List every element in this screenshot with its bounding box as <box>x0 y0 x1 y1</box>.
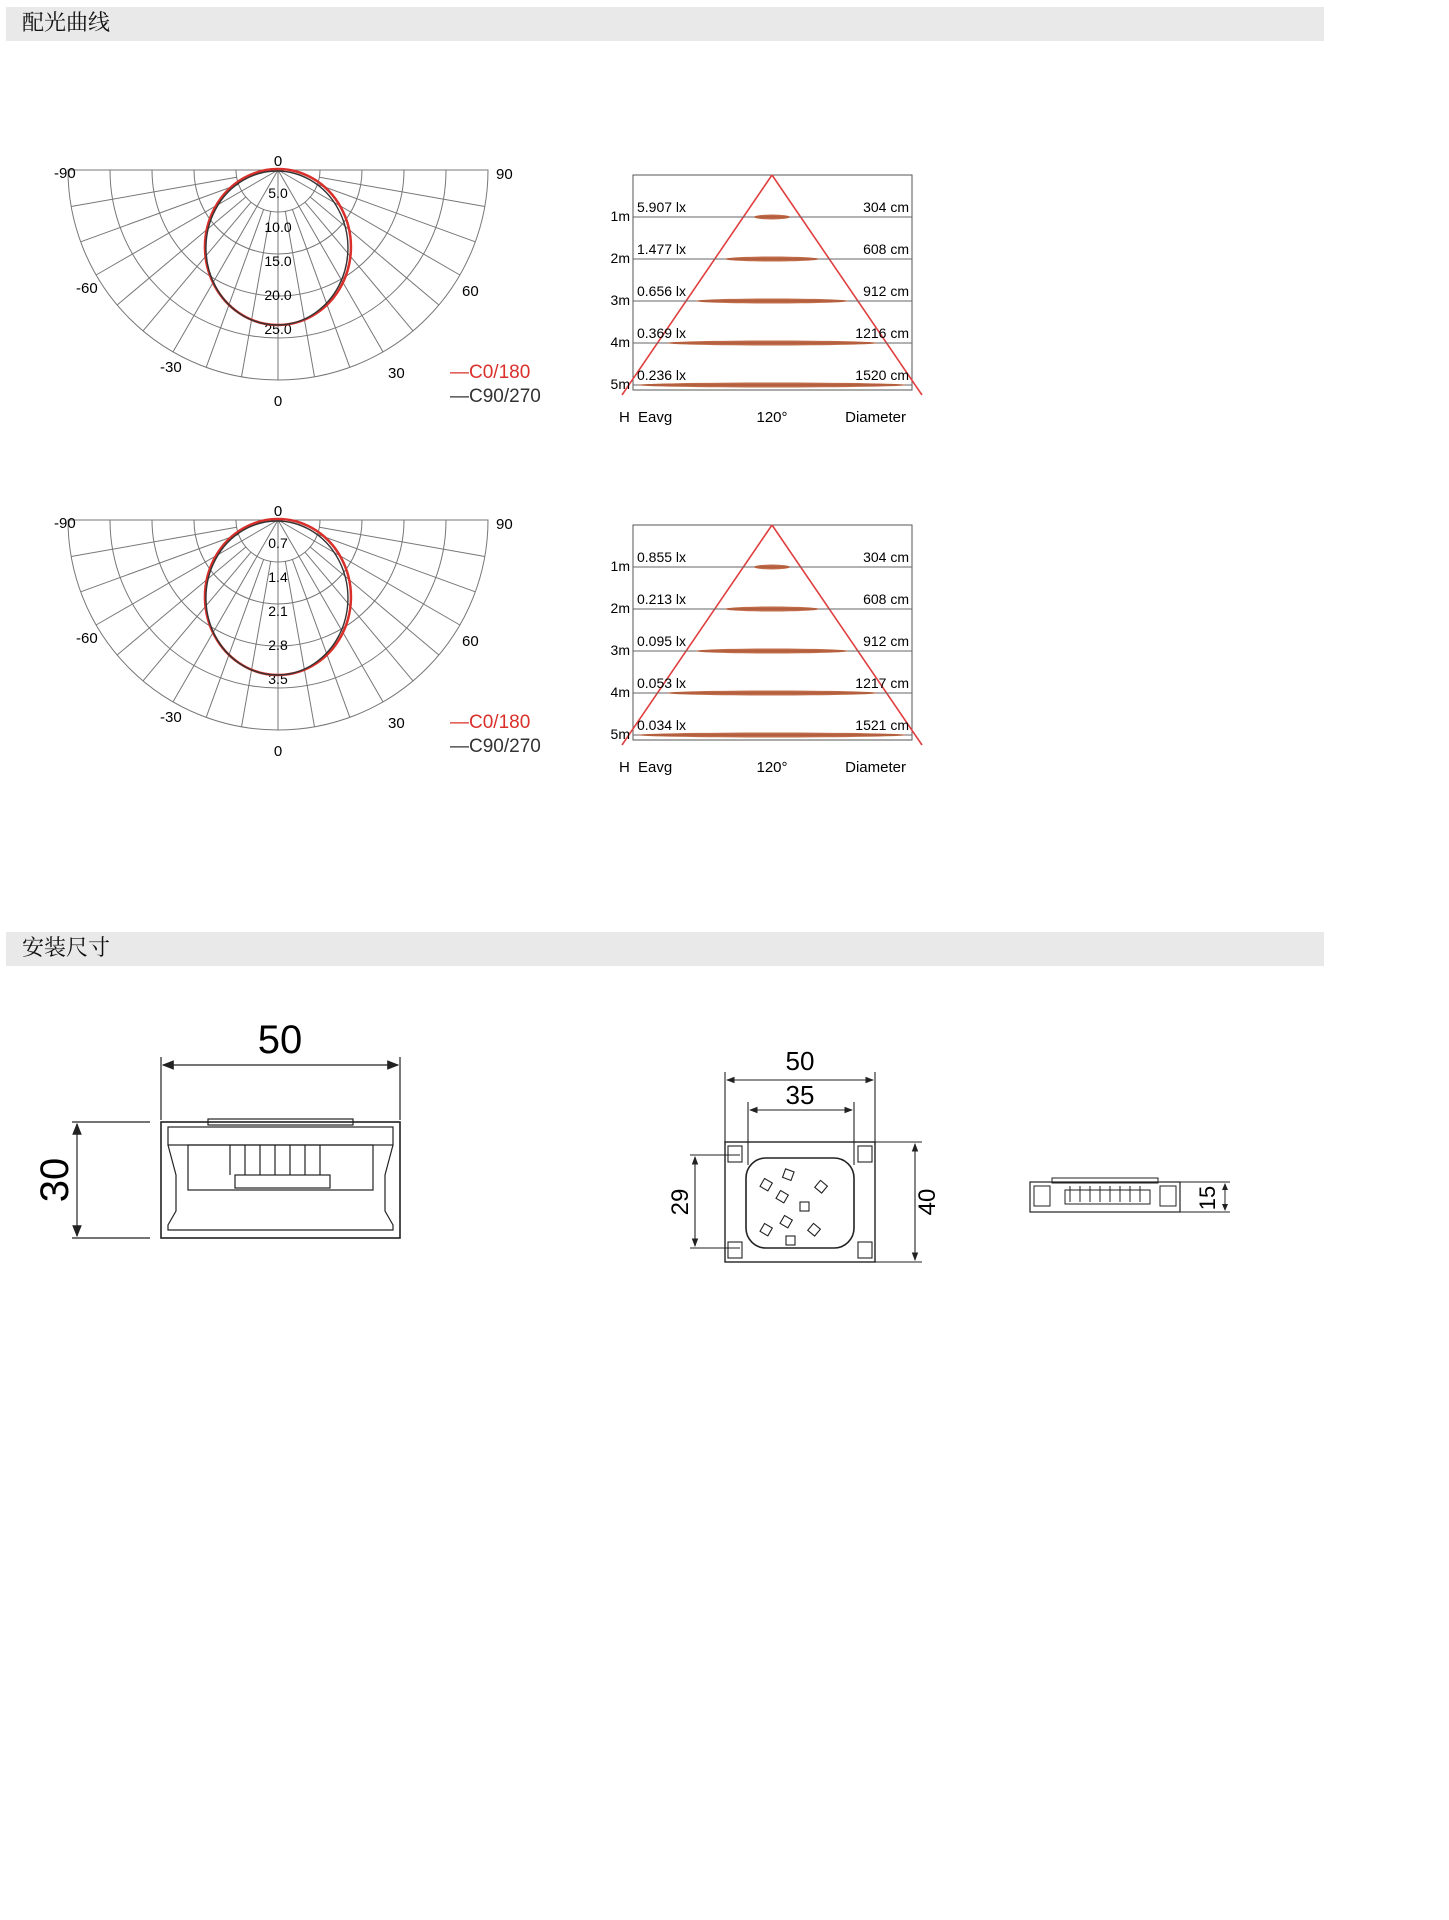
angle-label-top-center: 0 <box>273 503 283 520</box>
angle-label-mid-right: 60 <box>462 633 479 650</box>
footer-angle-label: 120° <box>756 759 788 776</box>
ring-value-label: 5.0 <box>268 185 288 201</box>
lux-label: 0.095 lx <box>637 633 687 649</box>
lux-label: 0.213 lx <box>637 591 687 607</box>
ring-value-label: 3.5 <box>268 671 288 687</box>
angle-label-top-right: 90 <box>496 516 513 533</box>
diameter-label: 304 cm <box>863 549 909 565</box>
footer-eavg-label: Eavg <box>638 409 673 426</box>
illuminance-band <box>638 733 906 738</box>
lux-label: 0.369 lx <box>637 325 687 341</box>
diameter-label: 1521 cm <box>855 717 909 733</box>
lux-label: 0.656 lx <box>637 283 687 299</box>
illuminance-band <box>696 299 848 304</box>
angle-label-low-right: 30 <box>388 365 405 382</box>
profile-height-label: 30 <box>33 1157 77 1203</box>
illuminance-band <box>754 215 790 220</box>
section-title: 安装尺寸 <box>22 936 111 961</box>
legend-c0-180: —C0/180 <box>450 712 531 733</box>
illuminance-cone-chart-1 <box>600 165 1000 425</box>
top-view-dimension-drawing <box>660 1030 960 1270</box>
diameter-label: 304 cm <box>863 199 909 215</box>
profile-dimension-drawing <box>30 1015 450 1255</box>
ring-value-label: 0.7 <box>268 535 288 551</box>
polar-grid <box>68 520 488 730</box>
diameter-label: 608 cm <box>863 241 909 257</box>
ring-value-label: 25.0 <box>264 321 292 337</box>
angle-label-low-right: 30 <box>388 715 405 732</box>
legend-c90-270: —C90/270 <box>450 736 541 757</box>
illuminance-band <box>638 383 906 388</box>
legend-c0-180: —C0/180 <box>450 362 531 383</box>
footer-diameter-label: Diameter <box>845 759 906 776</box>
lux-label: 0.855 lx <box>637 549 687 565</box>
illuminance-band <box>725 257 819 262</box>
angle-label-top-left: -90 <box>54 165 76 182</box>
height-label: 3m <box>610 642 630 658</box>
height-label: 1m <box>610 558 630 574</box>
angle-label-low-left: -30 <box>160 359 182 376</box>
diameter-label: 608 cm <box>863 591 909 607</box>
illuminance-band <box>667 691 877 696</box>
angle-label-mid-left: -60 <box>76 630 98 647</box>
ring-value-label: 1.4 <box>268 569 288 585</box>
illuminance-band <box>725 607 819 612</box>
footer-diameter-label: Diameter <box>845 409 906 426</box>
profile-width-label: 50 <box>257 1018 303 1062</box>
ring-value-label: 10.0 <box>264 219 292 235</box>
legend-c90-270: —C90/270 <box>450 386 541 407</box>
section-title: 配光曲线 <box>22 11 111 36</box>
height-label: 1m <box>610 208 630 224</box>
top-view-outer-height-label: 40 <box>914 1188 941 1216</box>
illuminance-cone-chart-2 <box>600 515 1000 775</box>
angle-label-bottom-center: 0 <box>273 393 283 410</box>
height-label: 2m <box>610 250 630 266</box>
illuminance-band <box>667 341 877 346</box>
lux-label: 0.034 lx <box>637 717 687 733</box>
ring-value-label: 2.8 <box>268 637 288 653</box>
angle-label-top-left: -90 <box>54 515 76 532</box>
angle-label-mid-left: -60 <box>76 280 98 297</box>
polar-chart-1 <box>40 150 541 430</box>
top-view-inner-height-label: 29 <box>667 1188 694 1216</box>
ring-value-label: 15.0 <box>264 253 292 269</box>
polar-chart-2 <box>40 500 541 780</box>
diameter-label: 912 cm <box>863 633 909 649</box>
angle-label-bottom-center: 0 <box>273 743 283 760</box>
footer-angle-label: 120° <box>756 409 788 426</box>
lux-label: 0.236 lx <box>637 367 687 383</box>
angle-label-top-right: 90 <box>496 166 513 183</box>
side-view-dimension-drawing <box>1010 1160 1250 1240</box>
diameter-label: 1520 cm <box>855 367 909 383</box>
lux-label: 1.477 lx <box>637 241 687 257</box>
ring-value-label: 20.0 <box>264 287 292 303</box>
section-header-installation-dimensions <box>6 932 1324 966</box>
diameter-label: 912 cm <box>863 283 909 299</box>
ring-value-label: 2.1 <box>268 603 288 619</box>
height-label: 2m <box>610 600 630 616</box>
angle-label-mid-right: 60 <box>462 283 479 300</box>
polar-grid <box>68 170 488 380</box>
footer-eavg-label: Eavg <box>638 759 673 776</box>
height-label: 4m <box>610 684 630 700</box>
top-view-inner-width-label: 35 <box>785 1080 815 1110</box>
illuminance-band <box>696 649 848 654</box>
section-header-light-distribution <box>6 7 1324 41</box>
lux-label: 0.053 lx <box>637 675 687 691</box>
diameter-label: 1217 cm <box>855 675 909 691</box>
height-label: 5m <box>610 376 630 392</box>
height-label: 3m <box>610 292 630 308</box>
footer-h-label: H <box>619 759 630 776</box>
side-view-height-label: 15 <box>1195 1185 1220 1211</box>
height-label: 5m <box>610 726 630 742</box>
illuminance-band <box>754 565 790 570</box>
footer-h-label: H <box>619 409 630 426</box>
angle-label-low-left: -30 <box>160 709 182 726</box>
height-label: 4m <box>610 334 630 350</box>
lux-label: 5.907 lx <box>637 199 687 215</box>
angle-label-top-center: 0 <box>273 153 283 170</box>
top-view-outer-width-label: 50 <box>785 1046 815 1076</box>
diameter-label: 1216 cm <box>855 325 909 341</box>
